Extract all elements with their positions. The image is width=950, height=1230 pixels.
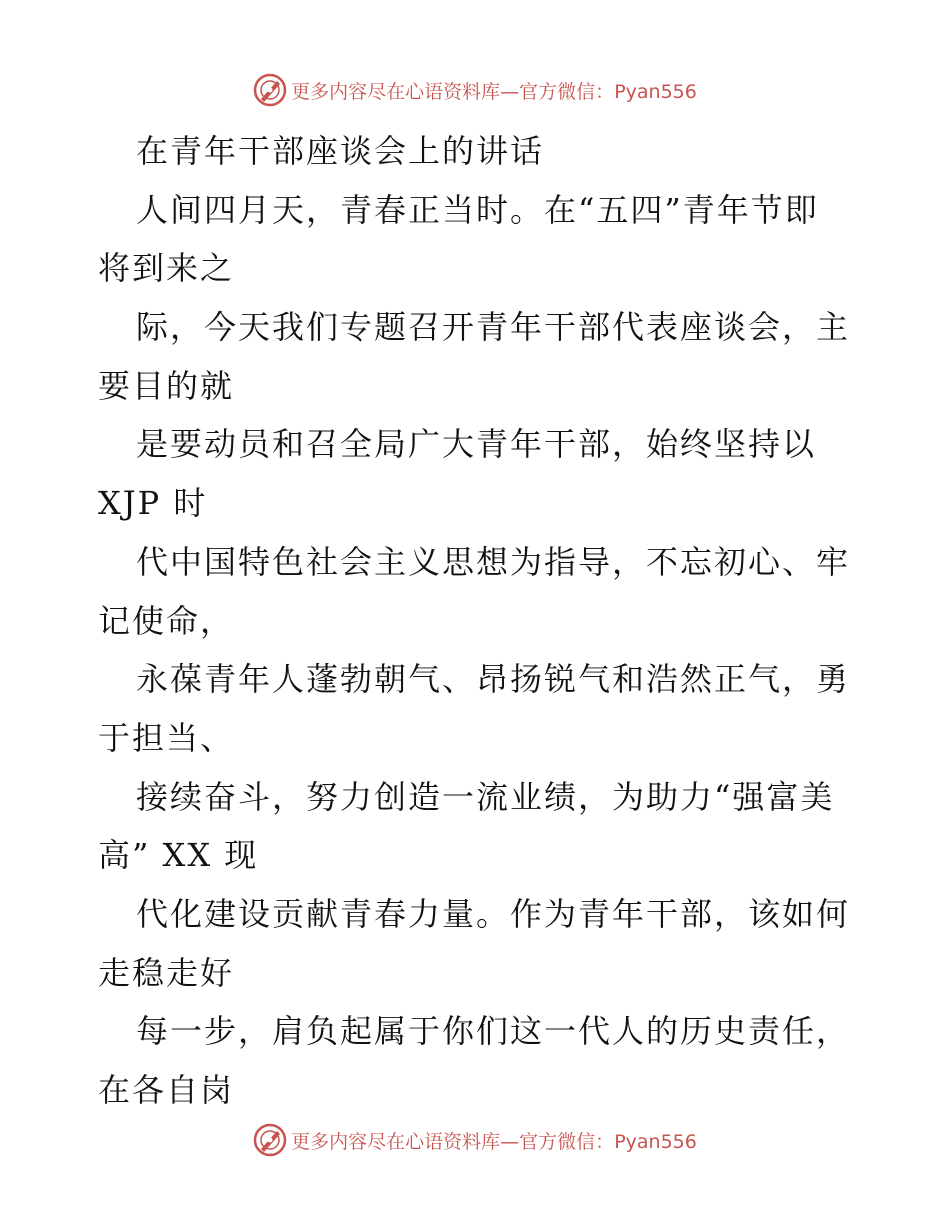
text-line: 记使命， <box>98 601 235 640</box>
text-line: 代中国特色社会主义思想为指导，不忘初心、牢 <box>136 542 851 581</box>
text-line: 每一步，肩负起属于你们这一代人的历史责任， <box>136 1012 851 1051</box>
text-line: 走稳走好 <box>98 953 235 992</box>
text-line: 是要动员和召全局广大青年干部，始终坚持以 <box>136 425 817 464</box>
text-line: 将到来之 <box>98 249 235 288</box>
brand-logo-icon <box>253 1123 287 1157</box>
header-watermark <box>0 70 950 110</box>
footer-watermark <box>0 1120 950 1160</box>
document-body <box>98 122 858 1120</box>
text-line: 于担当、 <box>98 718 235 757</box>
text-line: 永葆青年人蓬勃朝气、昂扬锐气和浩然正气，勇 <box>136 660 851 699</box>
text-line: XJP 时 <box>98 484 208 523</box>
text-line: 代化建设贡献青春力量。作为青年干部，该如何 <box>136 894 851 933</box>
text-line: 要目的就 <box>98 366 235 405</box>
text-line: 接续奋斗，努力创造一流业绩，为助力“强富美 <box>136 777 835 816</box>
document-title: 在青年干部座谈会上的讲话 <box>136 132 545 170</box>
watermark-text: 更多内容尽在心语资料库—官方微信：Pyan556 <box>291 1130 697 1153</box>
text-line: 人间四月天，青春正当时。在“五四”青年节即 <box>136 190 819 229</box>
text-line: 际，今天我们专题召开青年干部代表座谈会，主 <box>136 308 851 347</box>
brand-logo-icon <box>253 73 287 107</box>
text-line: 在各自岗 <box>98 1071 235 1109</box>
watermark-text: 更多内容尽在心语资料库—官方微信：Pyan556 <box>291 80 697 103</box>
text-line: 高” XX 现 <box>98 836 259 875</box>
